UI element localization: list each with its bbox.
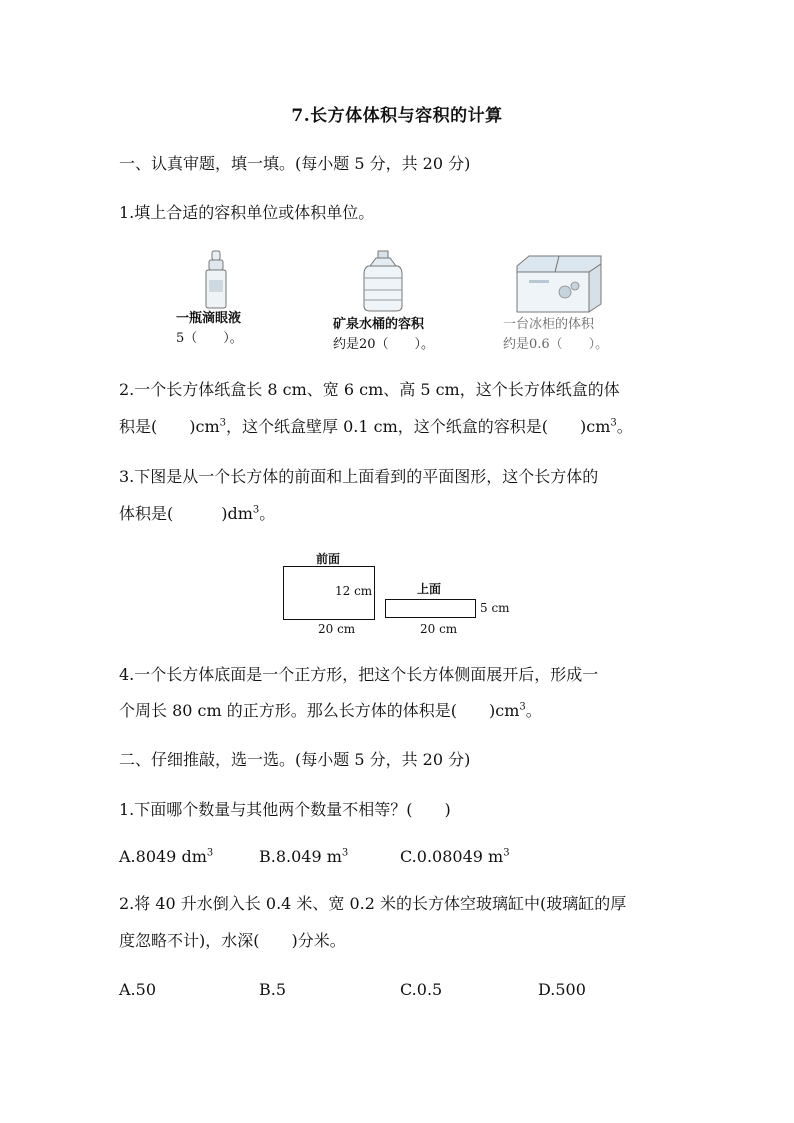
q2-1-option-b: B.8.049 $m^3$ <box>259 847 349 866</box>
q2-2-option-a: A.50 <box>119 980 156 999</box>
q2-1-option-a: A.8049 $dm^3$ <box>119 847 214 866</box>
q2-2-option-b: B.5 <box>259 980 287 999</box>
item2-line1: 矿泉水桶的容积 <box>333 317 425 332</box>
q1-4-line1: 4.一个长方体底面是一个正方形，把这个长方体侧面展开后，形成一 <box>119 665 599 684</box>
water-jug-icon <box>362 250 404 312</box>
q1-1-text: 1.填上合适的容积单位或体积单位。 <box>119 203 375 222</box>
top-height-label: 5 cm <box>480 601 510 615</box>
item1-line1: 一瓶滴眼液 <box>176 311 242 326</box>
top-width-label: 20 cm <box>420 622 458 636</box>
q2-1-option-c: C.0.08049 $m^3$ <box>400 847 510 866</box>
front-view-label: 前面 <box>316 552 341 566</box>
top-view-rect <box>385 599 476 618</box>
freezer-icon <box>513 254 605 314</box>
q2-2-line2: 度忽略不计)，水深( )分米。 <box>119 931 346 950</box>
item1-line2: 5（ ）。 <box>176 331 243 346</box>
page-title: 7.长方体体积与容积的计算 <box>291 106 503 126</box>
q1-2-line1: 2.一个长方体纸盒长 8 cm、宽 6 cm、高 5 cm，这个长方体纸盒的体 <box>119 380 620 399</box>
q1-3-line2: 体积是( )$dm^3$。 <box>119 504 276 523</box>
q1-4-line2: 个周长 80 cm 的正方形。那么长方体的体积是( )$cm^3$。 <box>119 701 542 720</box>
item2-line2: 约是20（ ）。 <box>333 337 435 352</box>
eye-drop-bottle-icon <box>200 250 232 310</box>
front-height-label: 12 cm <box>335 584 373 598</box>
top-view-label: 上面 <box>417 582 442 596</box>
section2-heading: 二、仔细推敲，选一选。(每小题 5 分，共 20 分) <box>119 750 471 769</box>
section1-heading: 一、认真审题，填一填。(每小题 5 分，共 20 分) <box>119 154 471 173</box>
q2-2-line1: 2.将 40 升水倒入长 0.4 米、宽 0.2 米的长方体空玻璃缸中(玻璃缸的厚 <box>119 894 627 913</box>
item3-line1: 一台冰柜的体积 <box>503 317 595 332</box>
q2-1-text: 1.下面哪个数量与其他两个数量不相等？( ) <box>119 800 451 819</box>
q1-2-line2: 积是( )$cm^3$，这个纸盒壁厚 0.1 cm，这个纸盒的容积是( )$cm^3$。 <box>119 417 633 436</box>
q1-3-line1: 3.下图是从一个长方体的前面和上面看到的平面图形，这个长方体的 <box>119 467 599 486</box>
q2-2-option-d: D.500 <box>538 980 586 999</box>
front-width-label: 20 cm <box>318 622 356 636</box>
q2-2-option-c: C.0.5 <box>400 980 443 999</box>
item3-line2: 约是0.6（ ）。 <box>503 337 609 352</box>
